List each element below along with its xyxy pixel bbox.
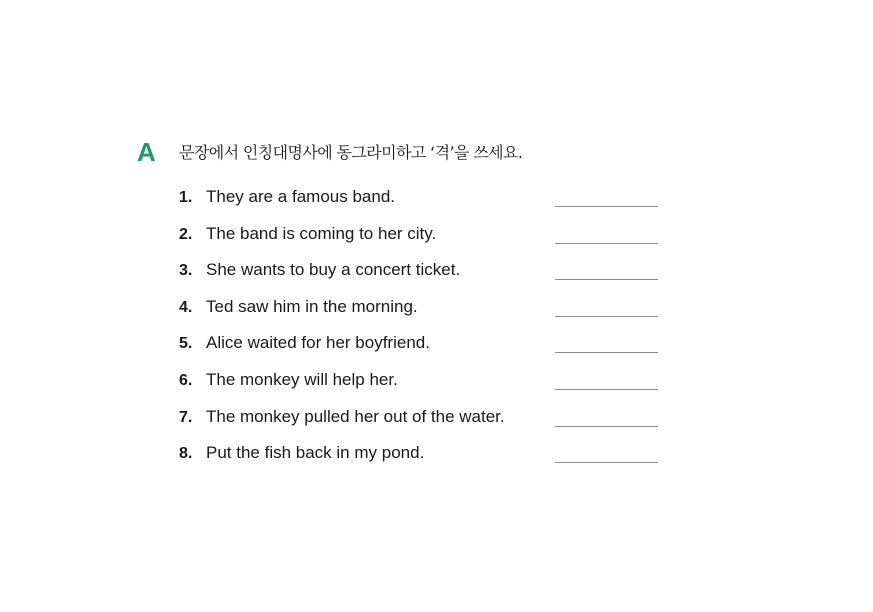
exercise-item <box>179 367 659 404</box>
item-sentence: Alice waited for her boyfriend. <box>206 333 430 353</box>
answer-blank[interactable] <box>555 206 658 207</box>
exercise-item <box>179 404 659 441</box>
item-number: 4. <box>179 298 193 316</box>
item-sentence: The monkey pulled her out of the water. <box>206 406 505 426</box>
instruction-text: 문장에서 인칭대명사에 동그라미하고 ‘격’을 쓰세요. <box>179 143 523 162</box>
item-number: 7. <box>179 408 193 426</box>
exercise-item <box>179 440 659 477</box>
item-sentence: They are a famous band. <box>206 187 396 206</box>
item-sentence: The band is coming to her city. <box>206 223 437 243</box>
answer-blank[interactable] <box>555 426 658 427</box>
item-sentence: She wants to buy a concert ticket. <box>206 260 461 280</box>
item-sentence: Put the fish back in my pond. <box>206 443 425 463</box>
exercise-item <box>179 330 659 367</box>
item-number: 6. <box>179 371 193 389</box>
item-number: 5. <box>179 335 193 353</box>
answer-blank[interactable] <box>555 389 658 390</box>
item-number: 2. <box>179 225 193 243</box>
item-number: 1. <box>179 189 193 206</box>
exercise-item <box>179 257 659 294</box>
answer-blank[interactable] <box>555 462 658 463</box>
section-letter: A <box>137 137 156 167</box>
exercise-item <box>179 184 659 221</box>
item-number: 3. <box>179 262 193 280</box>
answer-blank[interactable] <box>555 352 658 353</box>
item-number: 8. <box>179 445 193 463</box>
answer-blank[interactable] <box>555 243 658 244</box>
exercise-item <box>179 294 659 331</box>
item-sentence: The monkey will help her. <box>206 369 398 389</box>
answer-blank[interactable] <box>555 316 658 317</box>
exercise-list <box>179 184 659 477</box>
item-sentence: Ted saw him in the morning. <box>206 296 418 316</box>
exercise-item <box>179 221 659 258</box>
answer-blank[interactable] <box>555 279 658 280</box>
